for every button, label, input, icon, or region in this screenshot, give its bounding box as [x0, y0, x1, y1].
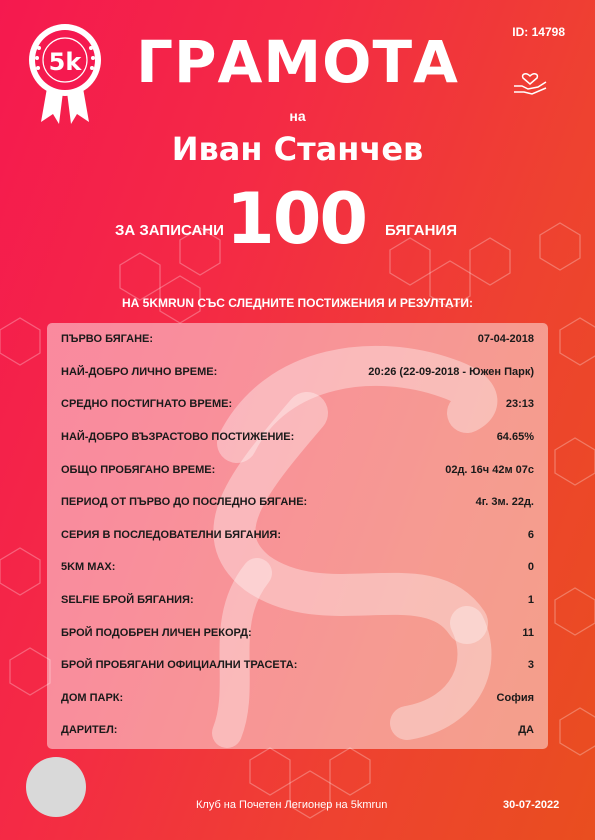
stat-label: ОБЩО ПРОБЯГАНО ВРЕМЕ:	[61, 463, 216, 476]
certificate-id: ID: 14798	[512, 25, 565, 39]
avatar	[26, 757, 86, 817]
stat-value: 20:26 (22-09-2018 - Южен Парк)	[368, 365, 534, 378]
stat-value: София	[496, 691, 534, 704]
stat-value: 6	[527, 528, 534, 541]
stat-value: 4г. 3м. 22д.	[475, 496, 534, 509]
stat-label: 5KM MAX:	[61, 561, 116, 574]
stat-row	[47, 551, 548, 584]
stat-row	[47, 421, 548, 454]
stat-row	[47, 584, 548, 617]
stat-value: 23:13	[505, 398, 534, 411]
stat-label: СРЕДНО ПОСТИГНАТО ВРЕМЕ:	[61, 398, 233, 411]
stat-label: БРОЙ ПРОБЯГАНИ ОФИЦИАЛНИ ТРАСЕТА:	[61, 659, 298, 672]
runs-label: БЯГАНИЯ	[385, 222, 457, 239]
stat-label: НАЙ-ДОБРО ЛИЧНО ВРЕМЕ:	[61, 365, 218, 378]
recipient-name: Иван Станчев	[171, 130, 424, 168]
certificate-title: ГРАМОТА	[136, 28, 459, 96]
stat-label: ПЪРВО БЯГАНЕ:	[61, 333, 154, 346]
stat-row	[47, 453, 548, 486]
stat-label: СЕРИЯ В ПОСЛЕДОВАТЕЛНИ БЯГАНИЯ:	[61, 528, 281, 541]
stat-row	[47, 682, 548, 715]
stat-row	[47, 323, 548, 356]
to-word: на	[289, 108, 306, 124]
svg-text:5k: 5k	[48, 48, 82, 76]
stat-value: 64.65%	[496, 431, 534, 444]
stat-label: НАЙ-ДОБРО ВЪЗРАСТОВО ПОСТИЖЕНИЕ:	[61, 431, 295, 444]
stat-label: БРОЙ ПОДОБРЕН ЛИЧЕН РЕКОРД:	[61, 626, 252, 639]
run-count: 100	[226, 178, 367, 260]
stat-value: ДА	[518, 724, 534, 737]
achievements-subtitle: НА 5KMRUN СЪС СЛЕДНИТЕ ПОСТИЖЕНИЯ И РЕЗУЛТАТИ:	[121, 296, 473, 310]
stat-row	[47, 616, 548, 649]
stats-panel	[47, 323, 548, 749]
stat-value: 0	[527, 561, 534, 574]
stat-label: ПЕРИОД ОТ ПЪРВО ДО ПОСЛЕДНО БЯГАНЕ:	[61, 496, 308, 509]
stat-row	[47, 356, 548, 389]
stat-label: ДАРИТЕЛ:	[61, 724, 118, 737]
stat-value: 3	[527, 659, 534, 672]
stat-row	[47, 486, 548, 519]
club-label: Клуб на Почетен Легионер на 5kmrun	[196, 799, 388, 811]
stat-value: 1	[527, 594, 534, 607]
stat-row	[47, 649, 548, 682]
stat-row	[47, 388, 548, 421]
stat-row	[47, 519, 548, 552]
issue-date: 30-07-2022	[503, 799, 560, 811]
stat-value: 07-04-2018	[477, 333, 534, 346]
stat-label: SELFIE БРОЙ БЯГАНИЯ:	[61, 594, 194, 607]
stat-row	[47, 714, 548, 747]
stat-value: 02д. 16ч 42м 07с	[445, 463, 534, 476]
for-recorded-label: ЗА ЗАПИСАНИ	[115, 222, 224, 239]
stat-label: ДОМ ПАРК:	[61, 691, 124, 704]
stat-value: 11	[522, 626, 534, 639]
